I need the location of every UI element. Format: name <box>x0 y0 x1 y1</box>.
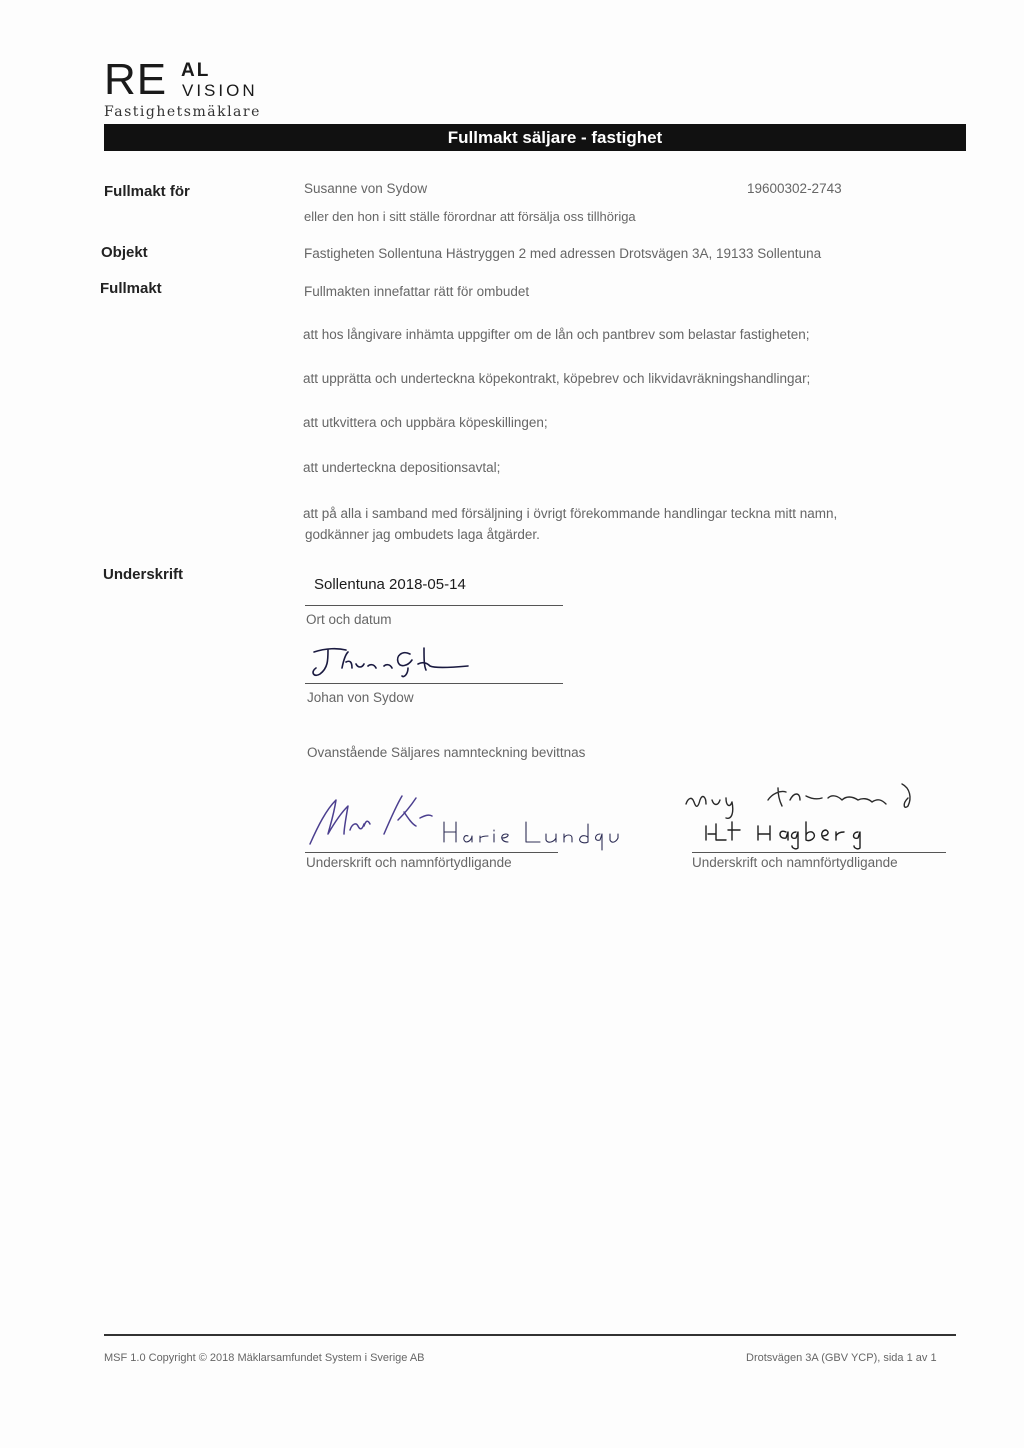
footer-rule <box>104 1334 956 1336</box>
principal-name: Susanne von Sydow <box>304 181 428 196</box>
principal-note: eller den hon i sitt ställe förordnar att försälja oss tillhöriga <box>304 209 636 224</box>
fullmakt-item: att upprätta och underteckna köpekontrakt, köpebrev och likvidavräkningshandlingar; <box>303 371 811 386</box>
fullmakt-intro: Fullmakten innefattar rätt för ombudet <box>304 284 530 299</box>
seller-name: Johan von Sydow <box>307 690 414 705</box>
document-title-bar <box>104 124 966 151</box>
objekt-value: Fastigheten Sollentuna Hästryggen 2 med adressen Drotsvägen 3A, 19133 Sollentuna <box>304 246 822 261</box>
fullmakt-item: att hos långivare inhämta uppgifter om de lån och pantbrev som belastar fastigheten; <box>303 327 810 342</box>
witness2-signature <box>682 778 932 848</box>
footer-page-info: Drotsvägen 3A (GBV YCP), sida 1 av 1 <box>746 1352 937 1364</box>
fullmakt-for-label: Fullmakt för <box>104 183 190 200</box>
seller-signature-line <box>305 683 563 684</box>
seller-signature <box>306 640 486 684</box>
fullmakt-item: att på alla i samband med försäljning i övrigt förekommande handlingar teckna mitt namn, <box>303 506 838 521</box>
fullmakt-item: att utkvittera och uppbära köpeskillingen; <box>303 415 548 430</box>
fullmakt-item: godkänner jag ombudets laga åtgärder. <box>305 527 540 542</box>
witness1-signature <box>304 790 624 850</box>
document-title: Fullmakt säljare - fastighet <box>447 128 663 147</box>
personnummer: 19600302-2743 <box>747 181 842 196</box>
fullmakt-item: att underteckna depositionsavtal; <box>303 460 501 475</box>
logo-re: RE <box>104 55 168 104</box>
witness2-caption: Underskrift och namnförtydligande <box>692 855 898 870</box>
fullmakt-label: Fullmakt <box>100 280 162 297</box>
witness1-caption: Underskrift och namnförtydligande <box>306 855 512 870</box>
witness1-signature-line <box>305 852 558 853</box>
logo-al: AL <box>181 60 211 81</box>
footer-copyright: MSF 1.0 Copyright © 2018 Mäklarsamfundet System i Sverige AB <box>104 1352 425 1364</box>
place-date-caption: Ort och datum <box>306 612 392 627</box>
place-date-value: Sollentuna 2018-05-14 <box>314 576 466 593</box>
logo-subtitle: Fastighetsmäklare <box>104 104 261 120</box>
logo-vision: VISION <box>182 81 258 100</box>
place-date-line <box>305 605 563 606</box>
objekt-label: Objekt <box>101 244 148 261</box>
witness-intro: Ovanstående Säljares namnteckning bevittnas <box>307 745 586 760</box>
underskrift-label: Underskrift <box>103 566 184 583</box>
witness2-signature-line <box>692 852 946 853</box>
